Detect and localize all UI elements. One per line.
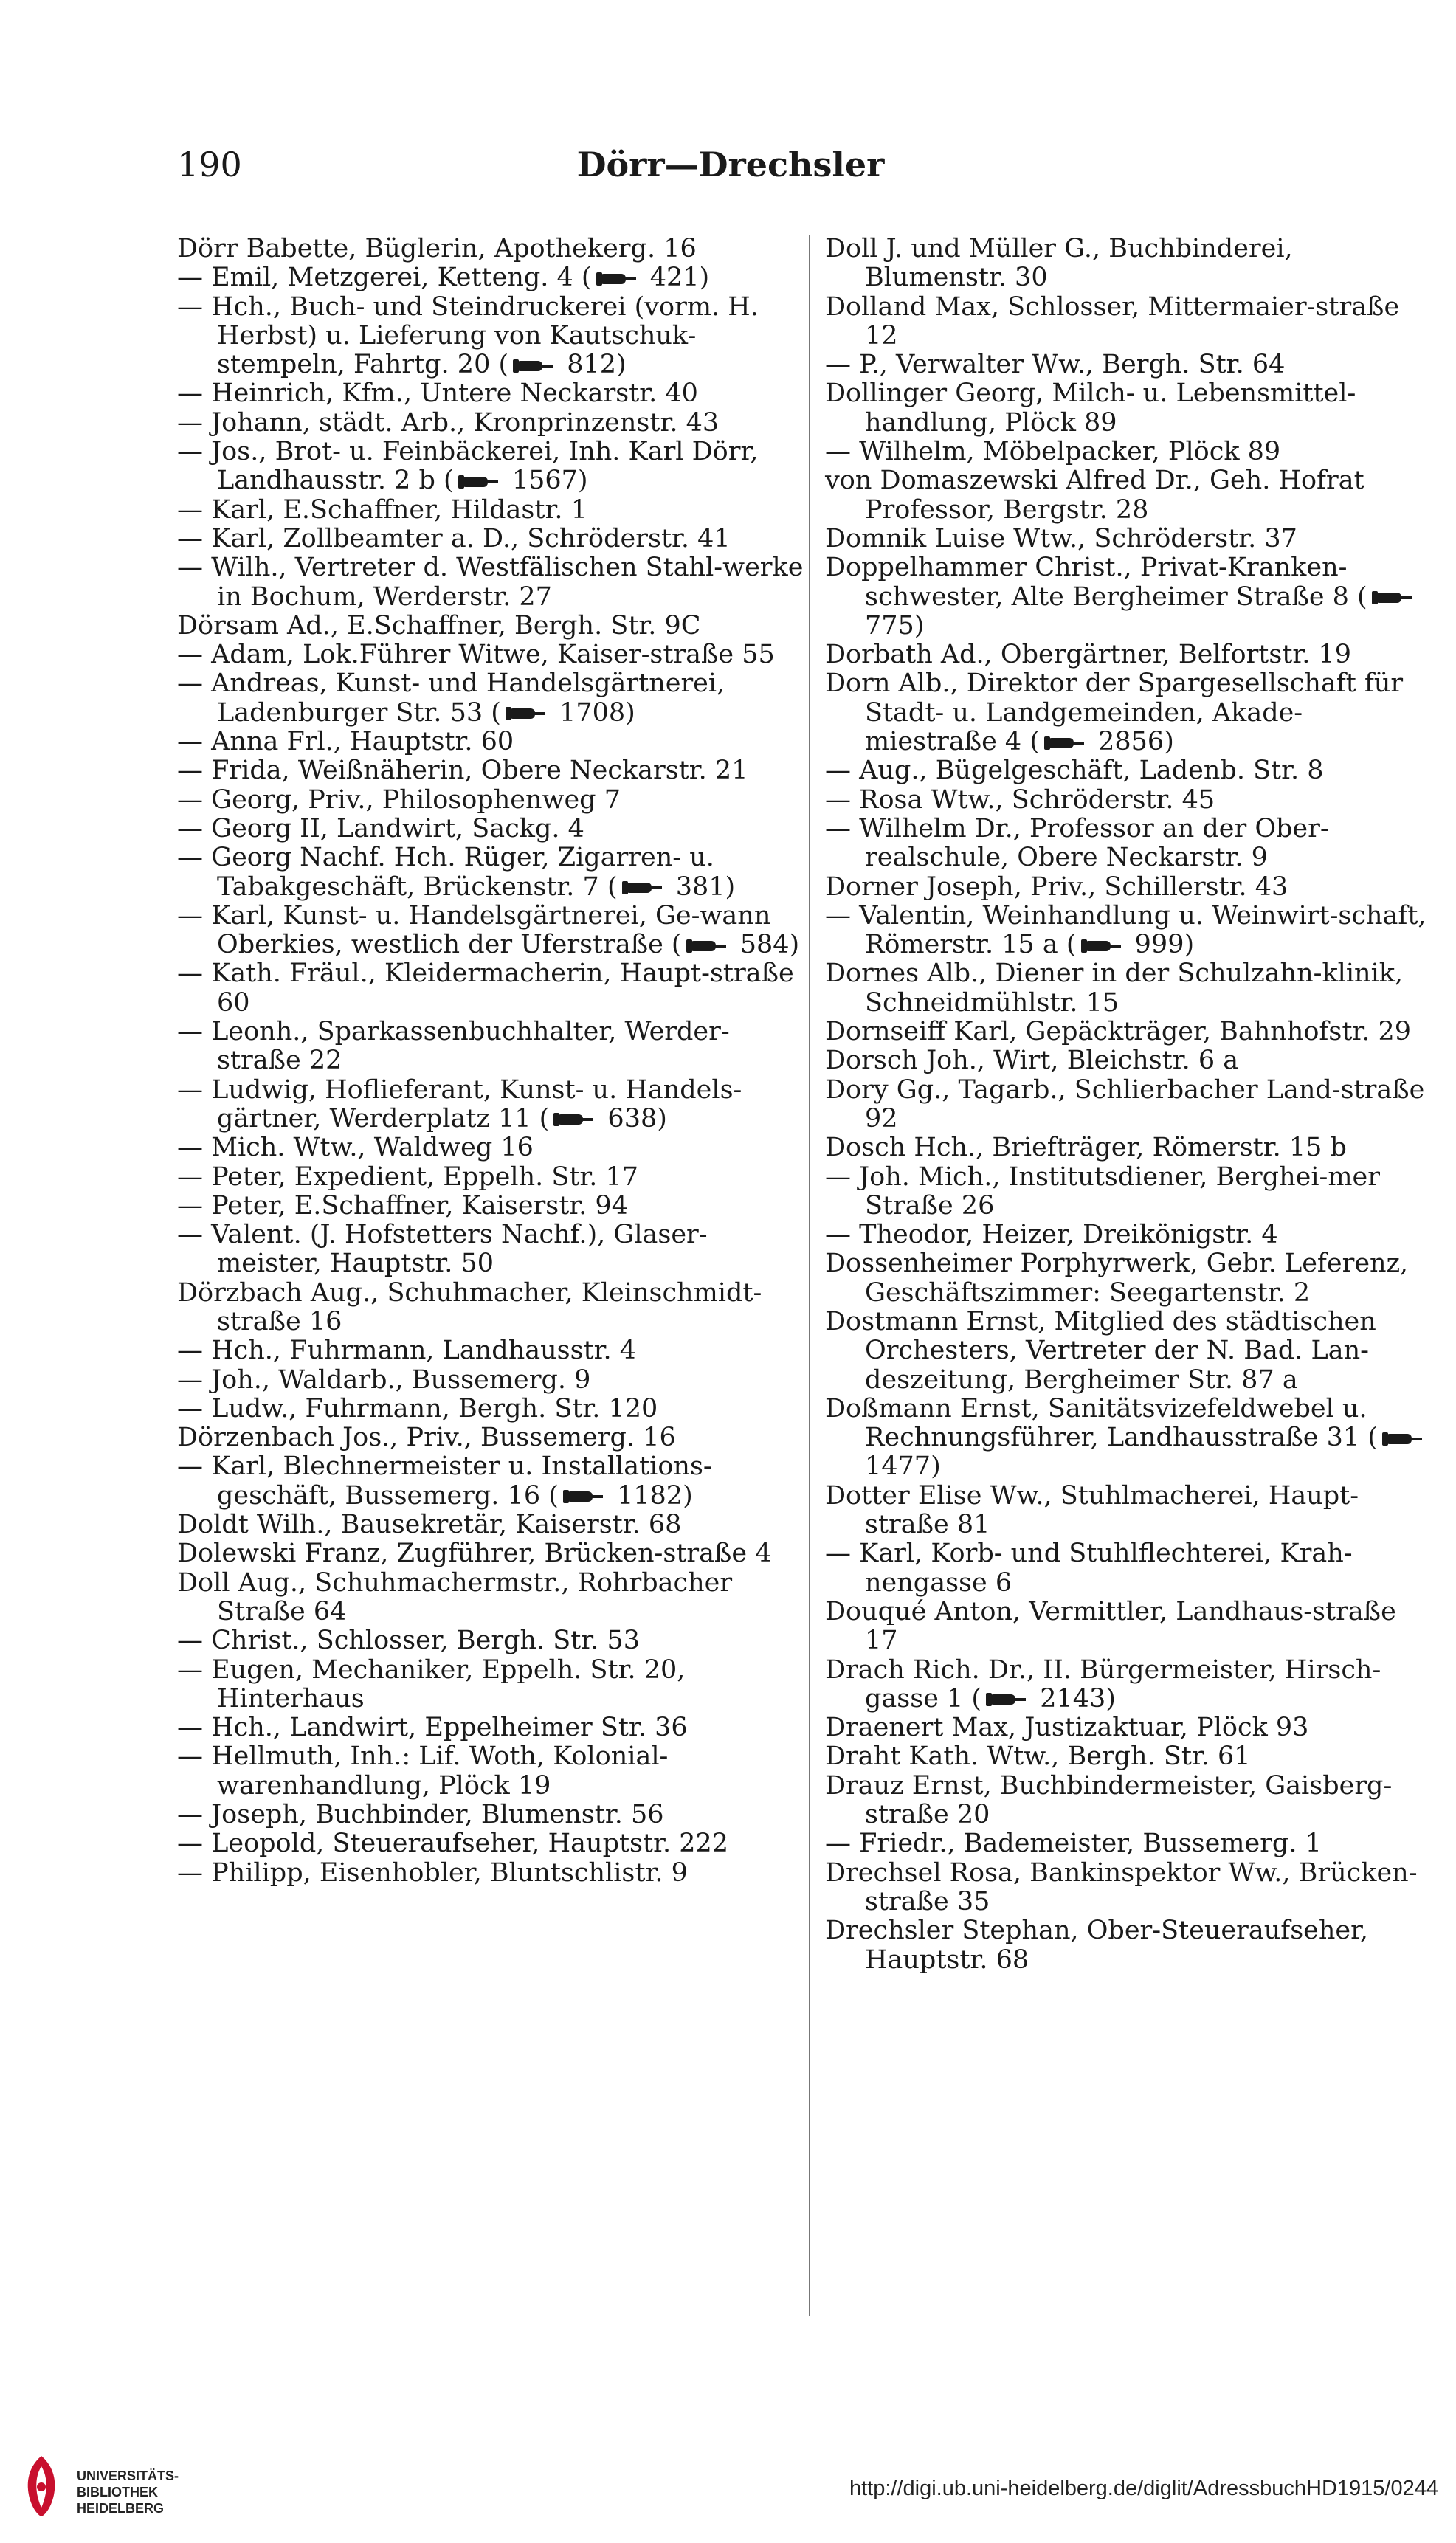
- directory-entry: Drechsel Rosa, Bankinspektor Ww., Brücken-straße 35: [825, 1857, 1418, 1916]
- library-seal-icon: [18, 2453, 65, 2519]
- page-header: [177, 145, 1284, 196]
- directory-entry: — Hch., Buch- und Steindruckerei (vorm. H. Herbst) u. Lieferung von Kautschuk-stempeln, Fahrtg. 20 ( 812): [177, 291, 759, 380]
- telephone-icon: [553, 1111, 595, 1128]
- directory-entry: — Hch., Fuhrmann, Landhausstr. 4: [177, 1336, 637, 1366]
- directory-entry: — Peter, Expedient, Eppelh. Str. 17: [177, 1162, 639, 1192]
- directory-entry: Draenert Max, Justizaktuar, Plöck 93: [825, 1713, 1309, 1743]
- library-name: [77, 2468, 179, 2516]
- footer: [0, 2435, 1456, 2543]
- directory-entry: — Ludwig, Hoflieferant, Kunst- u. Handels-gärtner, Werderplatz 11 ( 638): [177, 1074, 742, 1134]
- directory-entry: — Joh., Waldarb., Bussemerg. 9: [177, 1364, 591, 1395]
- directory-entry: Dörzbach Aug., Schuhmacher, Kleinschmidt-straße 16: [177, 1277, 762, 1336]
- telephone-icon: [1081, 938, 1122, 954]
- telephone-icon: [458, 474, 500, 490]
- directory-entry: — Karl, Korb- und Stuhlflechterei, Krah-nengasse 6: [825, 1539, 1353, 1598]
- directory-entry: — Wilh., Vertreter d. Westfälischen Stahl-werke in Bochum, Werderstr. 27: [177, 553, 804, 612]
- directory-entry: — Heinrich, Kfm., Untere Neckarstr. 40: [177, 379, 698, 409]
- directory-entry: — Frida, Weißnäherin, Obere Neckarstr. 21: [177, 756, 748, 786]
- directory-entry: — Adam, Lok.Führer Witwe, Kaiser-straße 55: [177, 640, 775, 670]
- directory-entry: — Karl, E.Schaffner, Hildastr. 1: [177, 494, 587, 525]
- directory-entry: — Georg II, Landwirt, Sackg. 4: [177, 813, 584, 843]
- directory-entry: — Hellmuth, Inh.: Lif. Woth, Kolonial-warenhandlung, Plöck 19: [177, 1742, 669, 1801]
- directory-entry: — Karl, Zollbeamter a. D., Schröderstr. 41: [177, 523, 731, 553]
- directory-entry: von Domaszewski Alfred Dr., Geh. Hofrat Professor, Bergstr. 28: [825, 466, 1364, 525]
- library-logo: [18, 2453, 65, 2519]
- directory-entry: — Anna Frl., Hauptstr. 60: [177, 727, 514, 757]
- page-number: 190: [177, 145, 242, 184]
- directory-entry: Drechsler Stephan, Ober-Steueraufseher, Hauptstr. 68: [825, 1916, 1369, 1975]
- directory-entry: Doll J. und Müller G., Buchbinderei, Blumenstr. 30: [825, 234, 1293, 293]
- directory-entry: Dollinger Georg, Milch- u. Lebensmittel-handlung, Plöck 89: [825, 379, 1356, 438]
- directory-entry: — Philipp, Eisenhobler, Bluntschlistr. 9: [177, 1857, 688, 1888]
- directory-entry: Dolland Max, Schlosser, Mittermaier-straße 12: [825, 291, 1400, 351]
- directory-entry: — Aug., Bügelgeschäft, Ladenb. Str. 8: [825, 756, 1324, 786]
- directory-entry: Doll Aug., Schuhmachermstr., Rohrbacher Straße 64: [177, 1567, 733, 1626]
- directory-entry: — Johann, städt. Arb., Kronprinzenstr. 43: [177, 407, 720, 438]
- directory-entry: Draht Kath. Wtw., Bergh. Str. 61: [825, 1742, 1251, 1772]
- directory-entry: — Valent. (J. Hofstetters Nachf.), Glaser-meister, Hauptstr. 50: [177, 1220, 708, 1279]
- directory-entry: — Joseph, Buchbinder, Blumenstr. 56: [177, 1800, 664, 1830]
- running-head: Dörr—Drechsler: [576, 145, 885, 184]
- directory-entry: — Jos., Brot- u. Feinbäckerei, Inh. Karl Dörr, Landhausstr. 2 b ( 1567): [177, 437, 759, 496]
- telephone-icon: [1044, 735, 1086, 751]
- directory-entry: — Emil, Metzgerei, Ketteng. 4 ( 421): [177, 263, 710, 293]
- directory-entry: — Leopold, Steueraufseher, Hauptstr. 222: [177, 1829, 729, 1859]
- directory-entry: — Christ., Schlosser, Bergh. Str. 53: [177, 1626, 641, 1656]
- directory-entry: Dorn Alb., Direktor der Spargesellschaft für Stadt- u. Landgemeinden, Akade-miestraße 4 ( 2856): [825, 669, 1404, 757]
- directory-entry: — Andreas, Kunst- und Handelsgärtnerei, Ladenburger Str. 53 ( 1708): [177, 669, 725, 728]
- directory-entry: Dolewski Franz, Zugführer, Brücken-straße 4: [177, 1539, 772, 1569]
- directory-entry: — Karl, Blechnermeister u. Installations-geschäft, Bussemerg. 16 ( 1182): [177, 1452, 712, 1511]
- directory-entry: Dostmann Ernst, Mitglied des städtischen Orchesters, Vertreter der N. Bad. Lan-deszeitung, Bergheimer Str. 87 a: [825, 1306, 1376, 1395]
- directory-entry: Dory Gg., Tagarb., Schlierbacher Land-straße 92: [825, 1074, 1425, 1134]
- library-name-line: HEIDELBERG: [77, 2501, 165, 2516]
- directory-entry: Dornes Alb., Diener in der Schulzahn-klinik, Schneidmühlstr. 15: [825, 959, 1404, 1018]
- column-divider: [809, 235, 810, 2316]
- directory-entry: Doßmann Ernst, Sanitätsvizefeldwebel u. Rechnungsführer, Landhausstraße 31 ( 1477): [825, 1395, 1430, 1482]
- directory-entry: — Eugen, Mechaniker, Eppelh. Str. 20, Hinterhaus: [177, 1654, 686, 1714]
- directory-entry: — Ludw., Fuhrmann, Bergh. Str. 120: [177, 1393, 658, 1424]
- directory-entry: — P., Verwalter Ww., Bergh. Str. 64: [825, 350, 1286, 380]
- telephone-icon: [513, 358, 554, 374]
- source-url-link[interactable]: http://digi.ub.uni-heidelberg.de/diglit/AdressbuchHD1915/0244: [849, 2477, 1438, 2500]
- directory-entry: — Leonh., Sparkassenbuchhalter, Werder-straße 22: [177, 1017, 730, 1076]
- directory-entry: Drauz Ernst, Buchbindermeister, Gaisberg-straße 20: [825, 1770, 1393, 1830]
- directory-entry: — Joh. Mich., Institutsdiener, Berghei-mer Straße 26: [825, 1162, 1380, 1221]
- library-name-line: UNIVERSITÄTS-: [77, 2468, 179, 2483]
- directory-entry: — Hch., Landwirt, Eppelheimer Str. 36: [177, 1713, 688, 1743]
- directory-entry: Dörsam Ad., E.Schaffner, Bergh. Str. 9C: [177, 610, 701, 641]
- directory-entry: Doldt Wilh., Bausekretär, Kaiserstr. 68: [177, 1510, 682, 1540]
- telephone-icon: [686, 938, 728, 954]
- directory-entry: — Georg, Priv., Philosophenweg 7: [177, 784, 621, 815]
- directory-entry: Dosch Hch., Briefträger, Römerstr. 15 b: [825, 1133, 1347, 1163]
- directory-entry: Dorsch Joh., Wirt, Bleichstr. 6 a: [825, 1046, 1239, 1076]
- telephone-icon: [986, 1691, 1027, 1708]
- directory-entry: — Peter, E.Schaffner, Kaiserstr. 94: [177, 1190, 628, 1221]
- directory-entry: Dossenheimer Porphyrwerk, Gebr. Leferenz, Geschäftszimmer: Seegartenstr. 2: [825, 1249, 1409, 1308]
- directory-entry: Dorner Joseph, Priv., Schillerstr. 43: [825, 872, 1288, 902]
- directory-entry: — Theodor, Heizer, Dreikönigstr. 4: [825, 1220, 1278, 1250]
- directory-entry: Dörr Babette, Büglerin, Apothekerg. 16: [177, 234, 697, 263]
- telephone-icon: [622, 880, 663, 896]
- telephone-icon: [1382, 1431, 1424, 1447]
- library-name-line: BIBLIOTHEK: [77, 2485, 158, 2499]
- directory-entry: — Georg Nachf. Hch. Rüger, Zigarren- u. Tabakgeschäft, Brückenstr. 7 ( 381): [177, 843, 736, 902]
- telephone-icon: [596, 271, 638, 287]
- left-column: [177, 235, 804, 1888]
- directory-entry: Drach Rich. Dr., II. Bürgermeister, Hirsch-gasse 1 ( 2143): [825, 1654, 1381, 1714]
- telephone-icon: [1372, 590, 1413, 606]
- directory-entry: Dörzenbach Jos., Priv., Bussemerg. 16: [177, 1423, 676, 1453]
- directory-entry: — Kath. Fräul., Kleidermacherin, Haupt-straße 60: [177, 959, 794, 1018]
- directory-entry: — Wilhelm Dr., Professor an der Ober-realschule, Obere Neckarstr. 9: [825, 813, 1329, 873]
- directory-entry: Douqué Anton, Vermittler, Landhaus-straße 17: [825, 1596, 1396, 1656]
- directory-entry: — Valentin, Weinhandlung u. Weinwirt-schaft, Römerstr. 15 a ( 999): [825, 900, 1426, 960]
- directory-entry: — Karl, Kunst- u. Handelsgärtnerei, Ge-wann Oberkies, westlich der Uferstraße ( 584): [177, 900, 800, 960]
- telephone-icon: [506, 705, 547, 722]
- directory-entry: — Wilhelm, Möbelpacker, Plöck 89: [825, 437, 1281, 467]
- telephone-icon: [563, 1488, 604, 1505]
- directory-entry: Dornseiff Karl, Gepäckträger, Bahnhofstr. 29: [825, 1017, 1412, 1047]
- directory-entry: Dotter Elise Ww., Stuhlmacherei, Haupt-straße 81: [825, 1480, 1359, 1540]
- directory-entry: Domnik Luise Wtw., Schröderstr. 37: [825, 523, 1297, 553]
- directory-entry: Dorbath Ad., Obergärtner, Belfortstr. 19: [825, 640, 1352, 670]
- directory-entry: Doppelhammer Christ., Privat-Kranken-schwester, Alte Bergheimer Straße 8 ( 775): [825, 553, 1430, 641]
- directory-entry: — Rosa Wtw., Schröderstr. 45: [825, 784, 1215, 815]
- right-column: [825, 235, 1430, 1975]
- directory-entry: — Friedr., Bademeister, Bussemerg. 1: [825, 1829, 1322, 1859]
- directory-entry: — Mich. Wtw., Waldweg 16: [177, 1133, 534, 1163]
